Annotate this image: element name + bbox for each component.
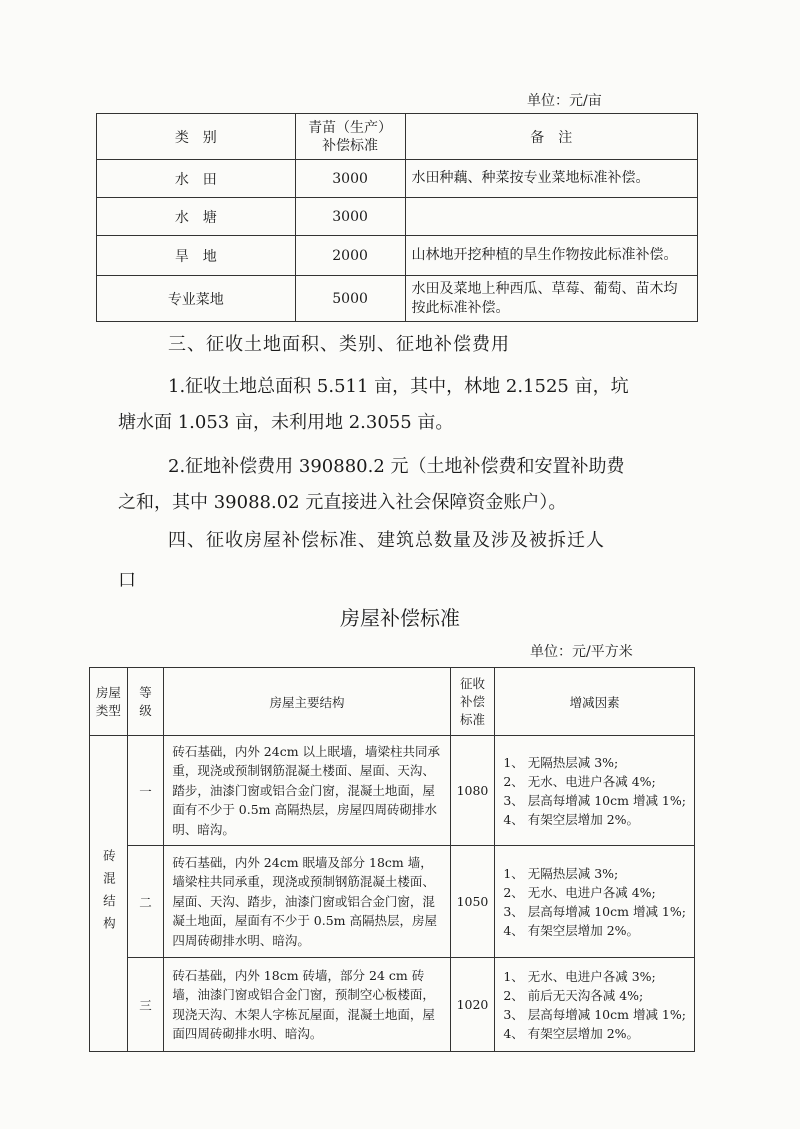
row-factors bbox=[495, 958, 695, 1052]
header-remark: 备 注 bbox=[405, 114, 698, 160]
row-grade: 一 bbox=[127, 736, 164, 846]
table-row bbox=[97, 276, 698, 322]
factor-item: 2、 无水、电进户各减 4%; bbox=[503, 773, 656, 789]
table-row bbox=[97, 236, 698, 276]
row-type: 专业菜地 bbox=[97, 276, 296, 322]
table-row bbox=[90, 958, 695, 1052]
row-remark: 水田及菜地上种西瓜、草莓、葡萄、苗木均按此标准补偿。 bbox=[405, 276, 698, 322]
row-value: 3000 bbox=[295, 198, 405, 236]
header-grade: 等级 bbox=[127, 668, 164, 736]
table2-unit: 单位：元/平方米 bbox=[530, 644, 633, 660]
row-grade: 三 bbox=[127, 958, 164, 1052]
header-standard: 征收补偿标准 bbox=[450, 668, 495, 736]
table-row bbox=[97, 160, 698, 198]
crop-compensation-table bbox=[96, 113, 698, 322]
row-structure: 砖石基础，内外 24cm 以上眠墙，墙梁柱共同承重，现浇或预制钢筋混凝土楼面、屋面、天沟、踏步，油漆门窗或铝合金门窗，混凝土地面，屋面有不少于 0.5m 高隔热层，房屋四周砖砌排水明、暗沟。 bbox=[164, 736, 450, 846]
header-standard: 青苗（生产）补偿标准 bbox=[295, 114, 405, 160]
paragraph-line: 2.征地补偿费用 390880.2 元（土地补偿费和安置补助费 bbox=[168, 456, 625, 477]
row-remark bbox=[405, 198, 698, 236]
paragraph-line: 1.征收土地总面积 5.511 亩，其中，林地 2.1525 亩，坑 bbox=[168, 376, 629, 397]
factor-item: 2、 前后无天沟各减 4%; bbox=[503, 987, 644, 1003]
row-type: 水 塘 bbox=[97, 198, 296, 236]
section4-heading: 四、征收房屋补偿标准、建筑总数量及涉及被拆迁人 bbox=[168, 530, 605, 551]
factor-item: 3、 层高每增减 10cm 增减 1%; bbox=[503, 903, 686, 919]
table2-title: 房屋补偿标准 bbox=[340, 606, 460, 630]
row-type: 水 田 bbox=[97, 160, 296, 198]
row-remark: 水田种藕、种菜按专业菜地标准补偿。 bbox=[405, 160, 698, 198]
factor-item: 1、 无隔热层减 3%; bbox=[503, 754, 619, 770]
factor-item: 2、 无水、电进户各减 4%; bbox=[503, 884, 656, 900]
factor-item: 4、 有架空层增加 2%。 bbox=[503, 1025, 640, 1041]
paragraph-line: 之和，其中 39088.02 元直接进入社会保障资金账户）。 bbox=[118, 492, 567, 513]
header-factors: 增减因素 bbox=[495, 668, 695, 736]
row-value: 3000 bbox=[295, 160, 405, 198]
header-structure: 房屋主要结构 bbox=[164, 668, 450, 736]
row-value: 2000 bbox=[295, 236, 405, 276]
header-house-type: 房屋类型 bbox=[90, 668, 128, 736]
row-value: 1050 bbox=[450, 846, 495, 958]
house-compensation-table bbox=[89, 667, 695, 1052]
table-header-row bbox=[97, 114, 698, 160]
row-structure: 砖石基础，内外 18cm 砖墙，部分 24 cm 砖墙，油漆门窗或铝合金门窗，预制空心板楼面，现浇天沟、木架人字栋瓦屋面，混凝土地面，屋面四周砖砌排水明、暗沟。 bbox=[164, 958, 450, 1052]
table-row bbox=[97, 198, 698, 236]
table-row bbox=[90, 846, 695, 958]
section4-heading-cont: 口 bbox=[118, 570, 137, 591]
factor-item: 4、 有架空层增加 2%。 bbox=[503, 922, 640, 938]
row-remark: 山林地开挖种植的旱生作物按此标准补偿。 bbox=[405, 236, 698, 276]
house-type-cell bbox=[90, 736, 128, 1052]
row-factors bbox=[495, 846, 695, 958]
factor-item: 3、 层高每增减 10cm 增减 1%; bbox=[503, 792, 686, 808]
section3-heading: 三、征收土地面积、类别、征地补偿费用 bbox=[168, 334, 510, 355]
row-value: 1080 bbox=[450, 736, 495, 846]
row-grade: 二 bbox=[127, 846, 164, 958]
house-type-label: 砖混结构 bbox=[101, 848, 117, 939]
paragraph-line: 塘水面 1.053 亩，未利用地 2.3055 亩。 bbox=[118, 412, 454, 433]
header-type: 类 别 bbox=[97, 114, 296, 160]
factor-item: 3、 层高每增减 10cm 增减 1%; bbox=[503, 1006, 686, 1022]
factor-item: 1、 无水、电进户各减 3%; bbox=[503, 968, 656, 984]
factor-item: 4、 有架空层增加 2%。 bbox=[503, 811, 640, 827]
row-structure: 砖石基础，内外 24cm 眠墙及部分 18cm 墙，墙梁柱共同承重，现浇或预制钢筋混凝土楼面、屋面、天沟、踏步，油漆门窗或铝合金门窗，混凝土地面，屋面有不少于 0.5m 高隔热层，房屋四周砖砌排水明、暗沟。 bbox=[164, 846, 450, 958]
row-value: 5000 bbox=[295, 276, 405, 322]
row-factors bbox=[495, 736, 695, 846]
table-header-row bbox=[90, 668, 695, 736]
table-row bbox=[90, 736, 695, 846]
row-value: 1020 bbox=[450, 958, 495, 1052]
row-type: 旱 地 bbox=[97, 236, 296, 276]
table1-unit: 单位：元/亩 bbox=[527, 93, 602, 109]
factor-item: 1、 无隔热层减 3%; bbox=[503, 865, 619, 881]
